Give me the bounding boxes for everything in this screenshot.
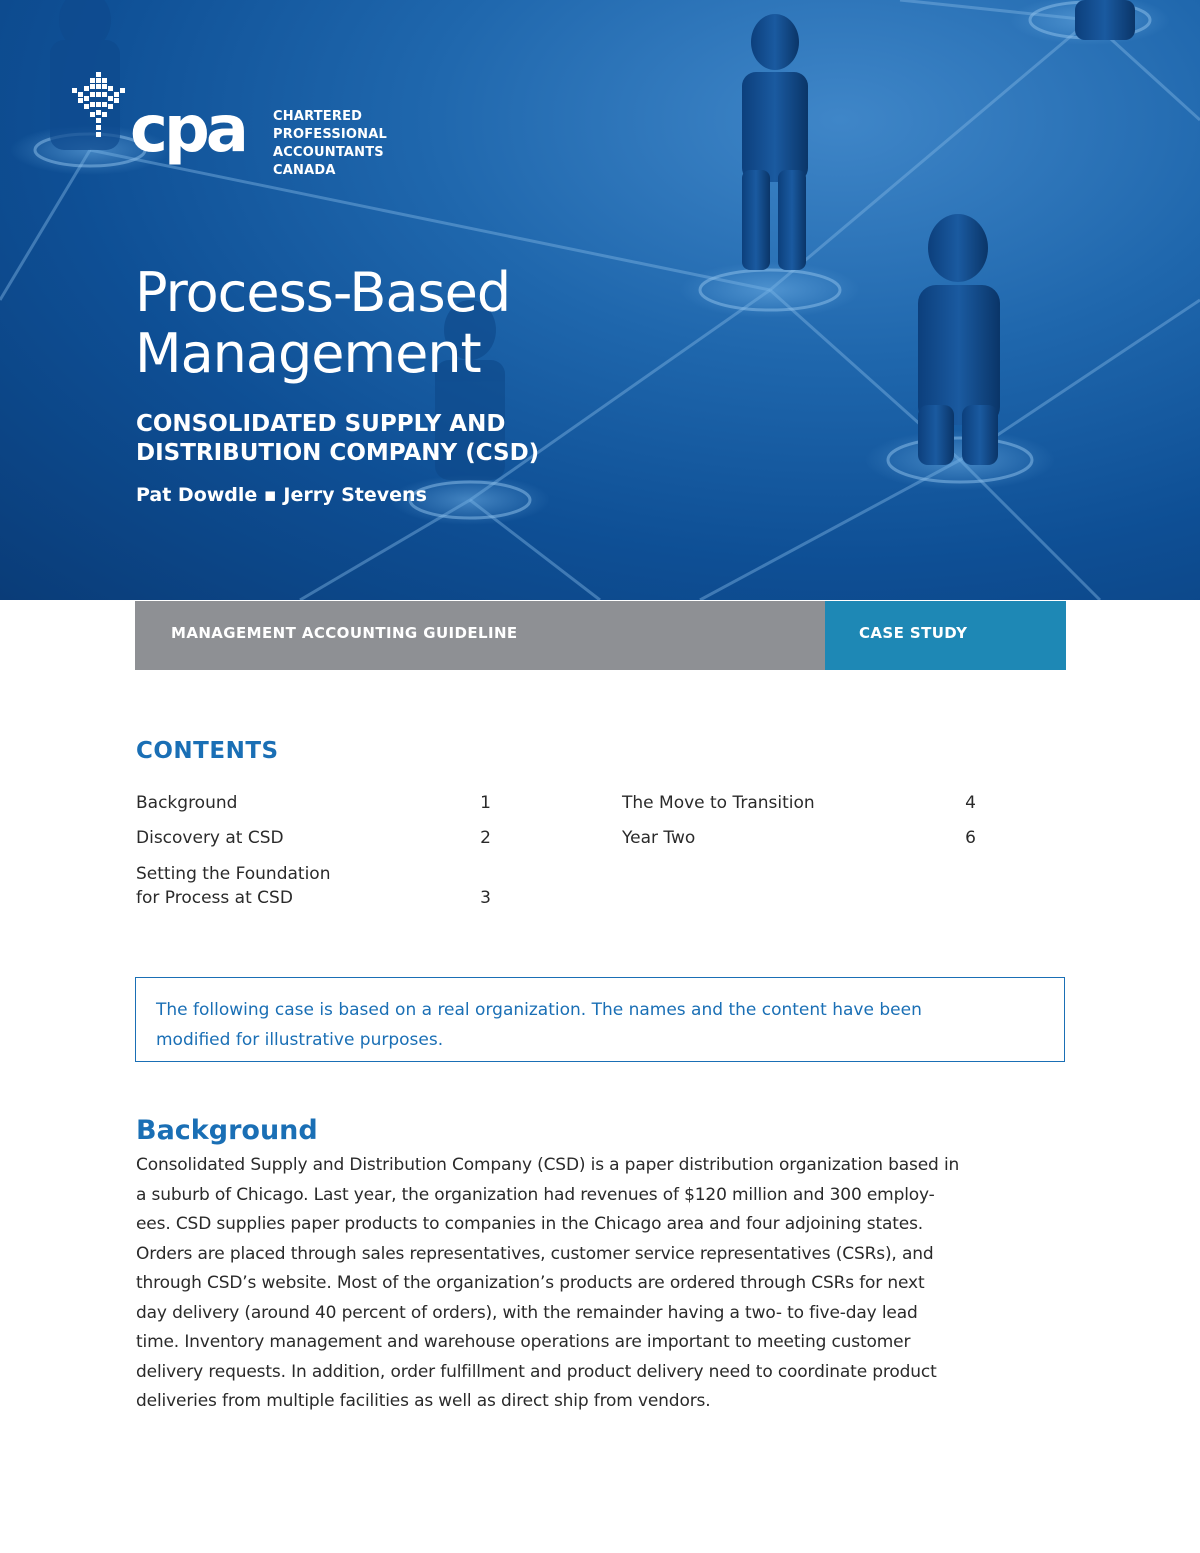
toc-page-number: 6 <box>965 828 976 848</box>
document-title: Process-Based Management <box>135 261 511 385</box>
cpa-logo <box>70 70 430 180</box>
toc-entry[interactable]: The Move to Transition 4 <box>622 793 976 813</box>
category-band <box>135 601 1066 670</box>
guideline-label: MANAGEMENT ACCOUNTING GUIDELINE <box>171 624 518 642</box>
cpa-wordmark: cpa <box>130 93 245 167</box>
toc-entry[interactable]: Background 1 <box>136 793 491 813</box>
cover-hero-image <box>0 0 1200 600</box>
authors: Pat Dowdle ▪ Jerry Stevens <box>136 484 427 506</box>
contents-heading: CONTENTS <box>136 738 279 764</box>
toc-page-number: 2 <box>480 828 491 848</box>
toc-page-number: 3 <box>480 888 491 908</box>
maple-leaf-icon <box>70 70 130 140</box>
case-study-label: CASE STUDY <box>859 624 968 642</box>
cpa-logo-text: CHARTERED PROFESSIONAL ACCOUNTANTS CANADA <box>273 109 388 178</box>
case-study-label-box <box>825 601 1066 670</box>
background-heading: Background <box>136 1115 318 1146</box>
toc-page-number: 4 <box>965 793 976 813</box>
disclaimer-box <box>135 977 1065 1062</box>
toc-entry[interactable]: Discovery at CSD 2 <box>136 828 491 848</box>
disclaimer-text: The following case is based on a real organization. The names and the content have been modified for illustrative purposes. <box>156 1000 922 1050</box>
toc-page-number: 1 <box>480 793 491 813</box>
guideline-label-box <box>135 601 825 670</box>
toc-entry[interactable]: Setting the Foundation for Process at CSD 3 <box>136 864 491 908</box>
document-subtitle: CONSOLIDATED SUPPLY AND DISTRIBUTION COMPANY (CSD) <box>136 411 540 466</box>
toc-entry[interactable]: Year Two 6 <box>622 828 976 848</box>
background-paragraph: Consolidated Supply and Distribution Company (CSD) is a paper distribution organization based in a suburb of Chicago. Last year, the organization had revenues of $120 million and 300 employ- ees. CSD supplies paper products to companies in the Chicago area and four adjoining states. Orders are placed through sales representatives, customer service representatives (CSRs), and through CSD’s website. Most of the organization’s products are ordered through CSRs for next day delivery (around 40 percent of orders), with the remainder having a two- to five-day lead time. Inventory management and warehouse operations are important to meeting customer delivery requests. In addition, order fulfillment and product delivery need to coordinate product deliveries from multiple facilities as well as direct ship from vendors. <box>136 1155 960 1411</box>
